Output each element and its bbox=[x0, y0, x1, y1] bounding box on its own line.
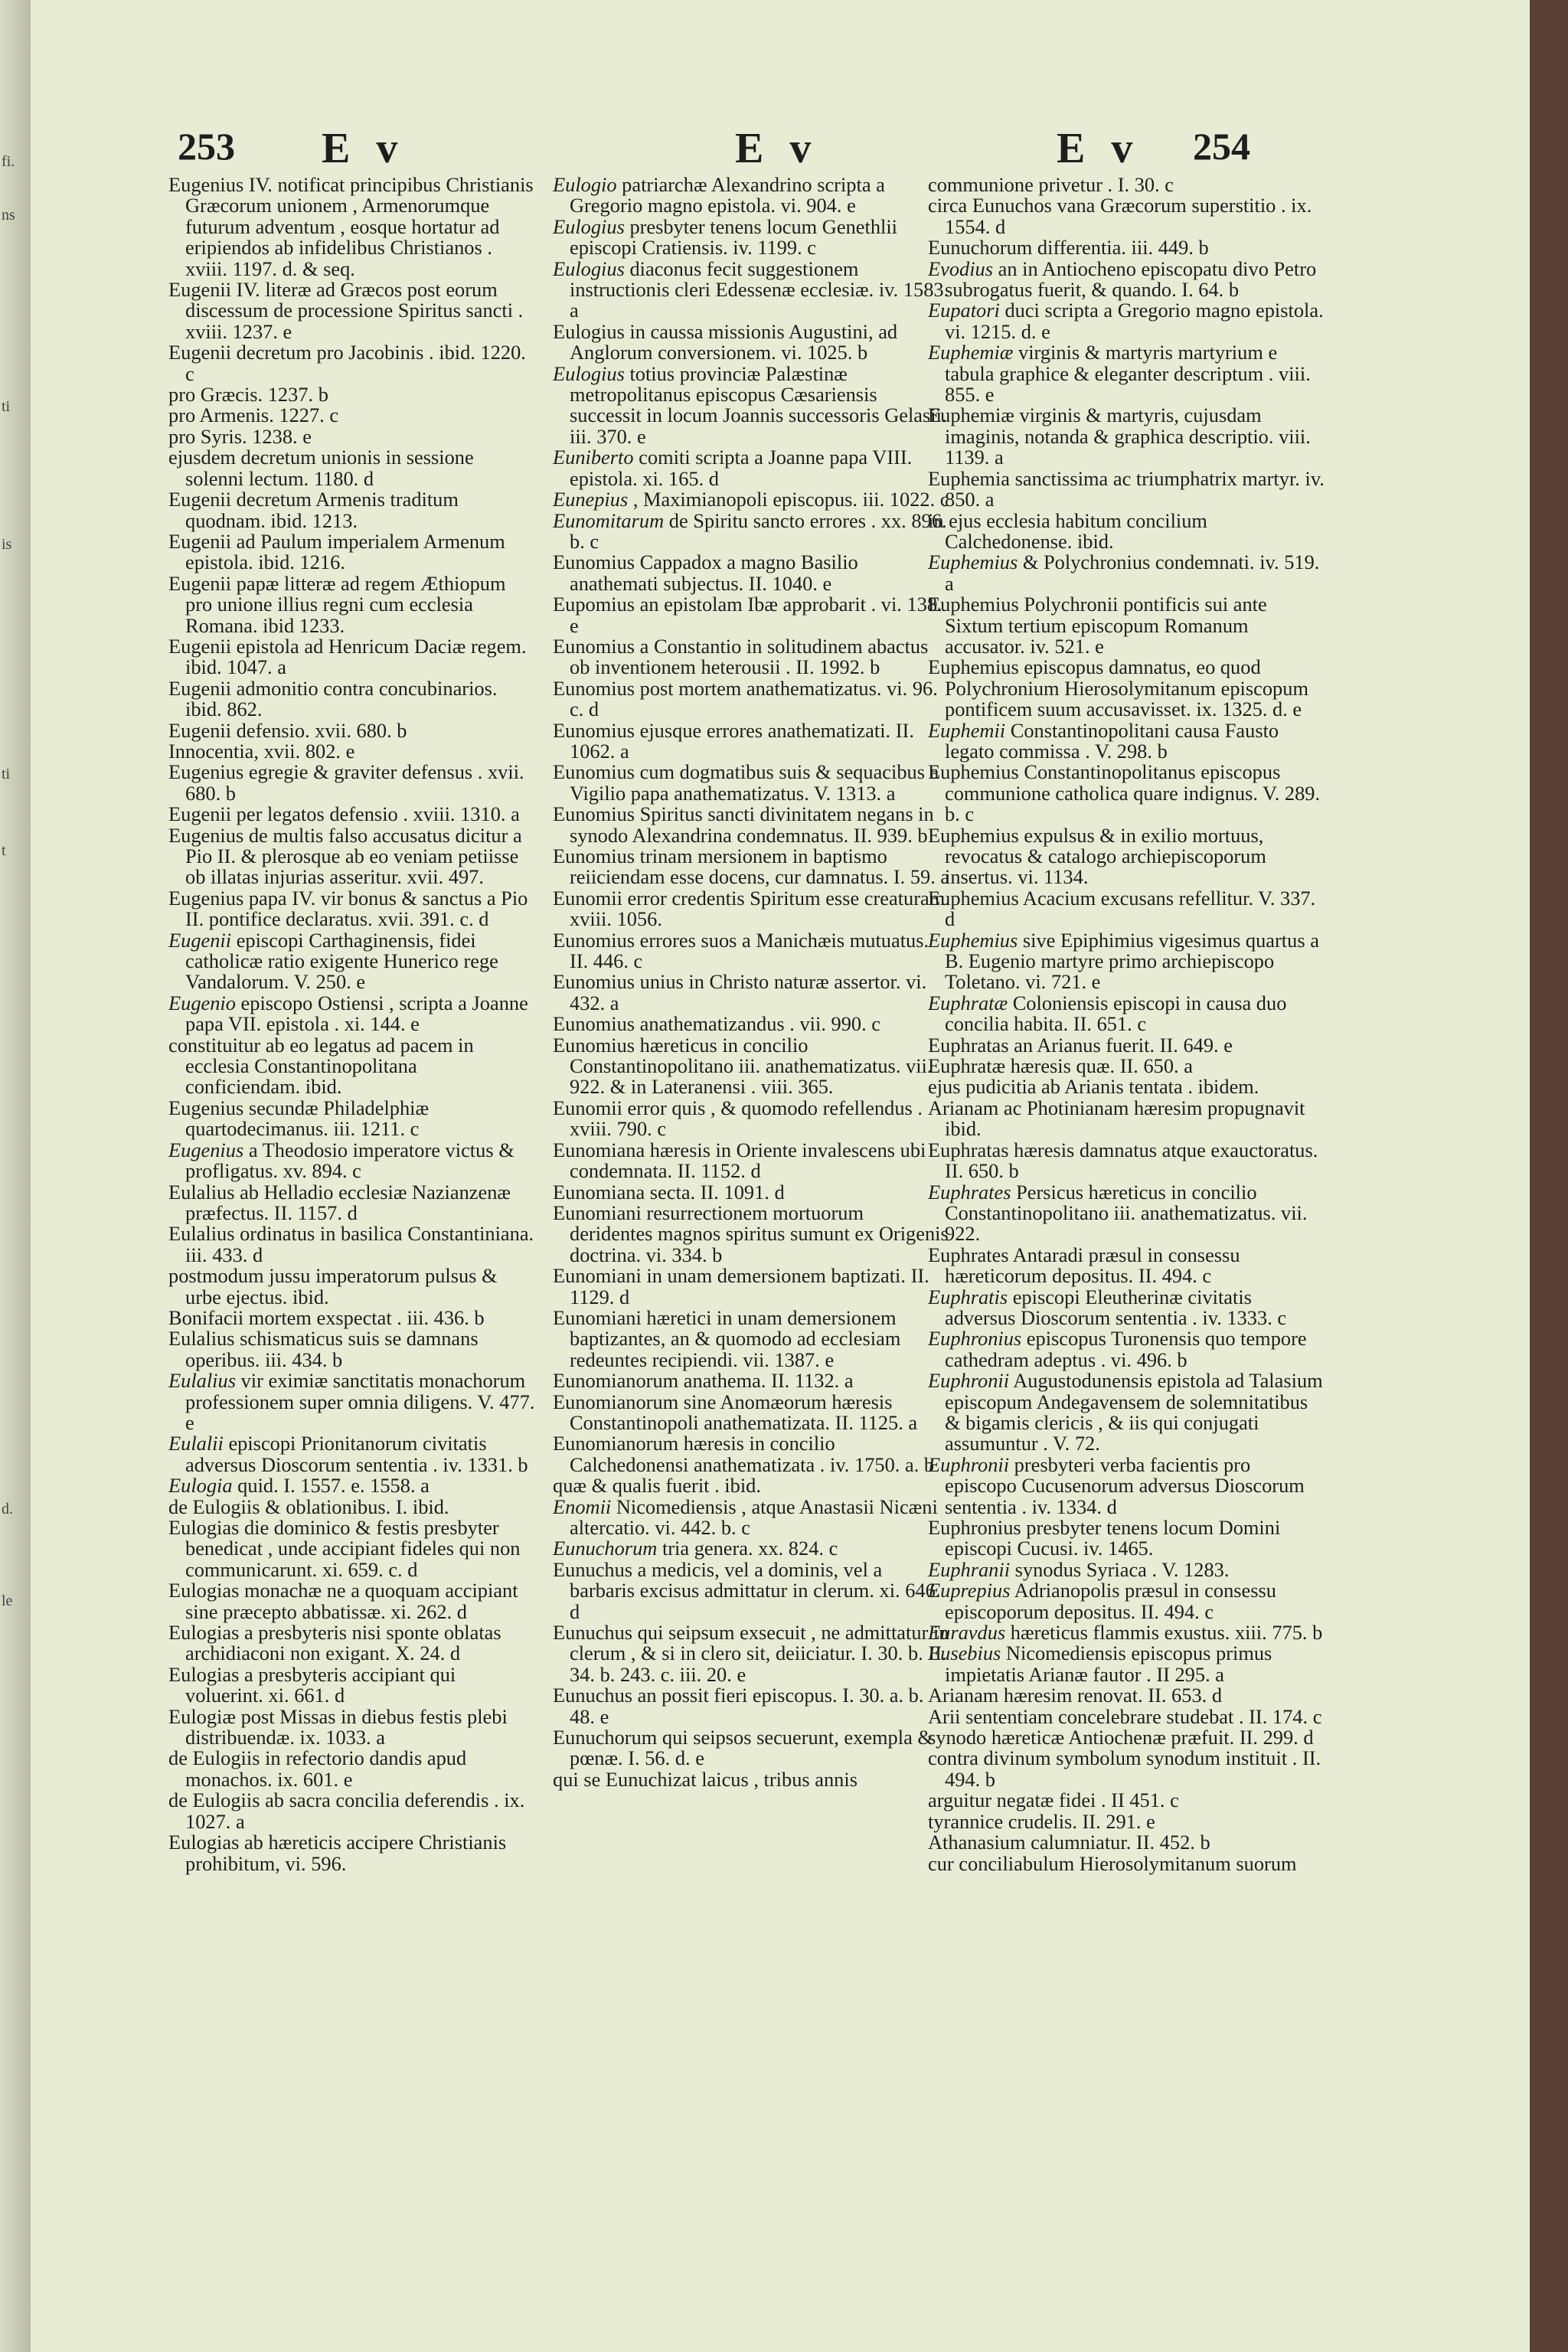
entry-headword: Euphemii bbox=[928, 718, 1006, 742]
index-entry bbox=[928, 1370, 1326, 1455]
index-entry bbox=[168, 342, 536, 384]
index-entry bbox=[553, 930, 951, 972]
entry-headword: Eunuchorum bbox=[553, 1537, 658, 1560]
page-number-right: 254 bbox=[1193, 125, 1250, 168]
index-entry bbox=[928, 1557, 1326, 1581]
index-entry bbox=[553, 594, 951, 636]
index-entry bbox=[168, 1370, 536, 1433]
index-entry bbox=[168, 1305, 536, 1329]
entry-headword: Eunomitarum bbox=[553, 508, 665, 532]
entry-headword: Enomii bbox=[553, 1494, 612, 1518]
entry-text: an in Antiocheno episcopatu divo Petro subrogatus fuerit, & quando. I. 64. b bbox=[945, 256, 1317, 302]
index-entry bbox=[168, 636, 536, 678]
entry-text: postmodum jussu imperatorum pulsus & urbe ejectus. ibid. bbox=[168, 1264, 498, 1308]
index-entry bbox=[928, 1748, 1326, 1790]
index-entry bbox=[928, 1622, 1326, 1643]
index-entry bbox=[168, 1475, 536, 1496]
index-entry bbox=[168, 1433, 536, 1475]
entry-text: presbyteri verba facientis pro episcopo Cucusenorum adversus Dioscorum sententia . iv. 1334. d bbox=[945, 1452, 1305, 1518]
index-entry bbox=[553, 1200, 951, 1266]
entry-text: Eunomius hæreticus in concilio Constantinopolitano iii. anathematizatus. vii. 922. & in Lateranensi . viii. 365. bbox=[553, 1033, 933, 1099]
entry-text: Euphrates Antaradi præsul in consessu hæreticorum depositus. II. 494. c bbox=[928, 1243, 1240, 1288]
index-entry bbox=[553, 175, 951, 217]
entry-text: Eunomii error credentis Spiritum esse creaturam. xviii. 1056. bbox=[553, 886, 950, 931]
index-entry bbox=[928, 1580, 1326, 1622]
entry-text: Euphratas an Arianus fuerit. II. 649. e bbox=[928, 1033, 1233, 1057]
entry-headword: Euniberto bbox=[553, 446, 634, 469]
entry-text: Eulogiæ post Missas in diebus festis plebi distribuendæ. ix. 1033. a bbox=[168, 1704, 508, 1749]
index-entry bbox=[553, 720, 951, 763]
entry-headword: Eulogius bbox=[553, 214, 625, 238]
index-entry bbox=[928, 825, 1326, 888]
index-entry bbox=[928, 1328, 1326, 1370]
entry-text: Eulogias die dominico & festis presbyter benedicat , unde accipiant fideles qui non communicarunt. xi. 659. c. d bbox=[168, 1516, 521, 1581]
index-entry bbox=[553, 1305, 951, 1371]
entry-text: Eunuchus an possit fieri episcopus. I. 30. a. b. 48. e bbox=[553, 1684, 924, 1728]
index-entry bbox=[168, 279, 536, 342]
index-entry bbox=[553, 1182, 951, 1203]
index-entry bbox=[928, 1517, 1326, 1560]
entry-text: Persicus hæreticus in concilio Constantinopolitano iii. anathematizatus. vii. 922. bbox=[945, 1180, 1308, 1246]
index-entry bbox=[168, 531, 536, 573]
index-entry bbox=[928, 552, 1326, 594]
index-entry bbox=[928, 993, 1326, 1035]
entry-text: Eugenii ad Paulum imperialem Armenum epistola. ibid. 1216. bbox=[168, 529, 505, 574]
entry-text: Arianam ac Photinianam hæresim propugnavit ibid. bbox=[928, 1096, 1305, 1141]
entry-text: Eulogias monachæ ne a quoquam accipiant sine præcepto abbatissæ. xi. 262. d bbox=[168, 1579, 518, 1623]
index-entry bbox=[553, 888, 951, 930]
entry-text: sive Epiphimius vigesimus quartus a B. Eugenio martyre primo archiepiscopo Toletano. vi. 721. e bbox=[945, 928, 1319, 994]
entry-text: diaconus fecit suggestionem instructionis cleri Edessenæ ecclesiæ. iv. 1583. a bbox=[570, 256, 949, 322]
index-entry bbox=[168, 1664, 536, 1707]
index-entry bbox=[553, 508, 951, 553]
entry-text: Euphemius Acacium excusans refellitur. V. 337. d bbox=[928, 886, 1316, 931]
index-entry bbox=[168, 1622, 536, 1664]
index-entry bbox=[928, 1851, 1326, 1875]
index-entry bbox=[928, 508, 1326, 553]
entry-text: Eulogius in caussa missionis Augustini, ad Anglorum conversionem. vi. 1025. b bbox=[553, 319, 898, 364]
index-entry bbox=[168, 1580, 536, 1622]
entry-text: episcopo Ostiensi , scripta a Joanne papa VII. epistola . xi. 144. e bbox=[185, 991, 528, 1036]
entry-text: arguitur negatæ fidei . II 451. c bbox=[928, 1788, 1179, 1812]
entry-text: Eunomiana secta. II. 1091. d bbox=[553, 1180, 785, 1204]
adjacent-page-edge bbox=[0, 0, 31, 2352]
index-entry bbox=[928, 256, 1326, 302]
entry-text: qui se Eunuchizat laicus , tribus annis bbox=[553, 1767, 858, 1791]
index-entry bbox=[928, 466, 1326, 511]
index-entry bbox=[928, 762, 1326, 825]
index-entry bbox=[553, 1622, 951, 1685]
entry-text: Innocentia, xvii. 802. e bbox=[168, 739, 355, 763]
index-column-1 bbox=[168, 175, 536, 1874]
entry-headword: Eusebius bbox=[928, 1642, 1001, 1665]
entry-text: episcopi Carthaginensis, fidei catholicæ ratio exigente Hunerico rege Vandalorum. V. 250. e bbox=[185, 928, 498, 994]
index-entry bbox=[168, 489, 536, 531]
entry-text: Eugenii defensio. xvii. 680. b bbox=[168, 718, 407, 742]
page-number-left: 253 bbox=[178, 125, 235, 168]
margin-fragment: d. bbox=[2, 1501, 13, 1517]
entry-headword: Euphrates bbox=[928, 1180, 1011, 1204]
entry-text: Athanasium calumniatur. II. 452. b bbox=[928, 1831, 1210, 1854]
entry-text: synodo hæreticæ Antiochenæ præfuit. II. 299. d bbox=[928, 1726, 1314, 1749]
index-entry bbox=[928, 1056, 1326, 1076]
index-entry bbox=[168, 741, 536, 762]
entry-text: Eugenii IV. literæ ad Græcos post eorum discessum de processione Spiritus sancti . xviii. 1237. e bbox=[168, 278, 524, 343]
entry-text: de Eulogiis ab sacra concilia deferendis . ix. 1027. a bbox=[168, 1788, 525, 1833]
entry-text: episcopi Eleutherinæ civitatis adversus Dioscorum sententia . iv. 1333. c bbox=[945, 1285, 1287, 1329]
entry-text: Eunomius a Constantio in solitudinem abactus ob inventionem heterousii . II. 1992. b bbox=[553, 634, 929, 679]
index-entry bbox=[928, 300, 1326, 342]
index-entry bbox=[928, 888, 1326, 930]
index-entry bbox=[168, 825, 536, 888]
index-entry bbox=[553, 1494, 951, 1539]
entry-headword: Eugenius bbox=[168, 1138, 244, 1161]
index-entry bbox=[553, 846, 951, 888]
entry-text: de Eulogiis in refectorio dandis apud monachos. ix. 601. e bbox=[168, 1746, 467, 1791]
index-entry bbox=[928, 1811, 1326, 1832]
index-entry bbox=[928, 594, 1326, 657]
index-entry bbox=[553, 636, 951, 678]
index-entry bbox=[168, 1098, 536, 1140]
entry-text: presbyter tenens locum Genethlii episcopi Cratiensis. iv. 1199. c bbox=[570, 214, 898, 260]
margin-fragment: ti bbox=[2, 398, 11, 415]
index-entry bbox=[928, 1182, 1326, 1245]
entry-text: Eunomius trinam mersionem in baptismo reiiciendam esse docens, cur damnatus. I. 59. a bbox=[553, 844, 950, 889]
entry-headword: Euravdus bbox=[928, 1621, 1006, 1645]
entry-text: Eunomiana hæresis in Oriente invalescens ubi condemnata. II. 1152. d bbox=[553, 1138, 926, 1183]
entry-text: Euphemius Polychronii pontificis sui ante Sixtum tertium episcopum Romanum accusator. iv. 521. e bbox=[928, 593, 1267, 658]
entry-text: a Theodosio imperatore victus & profligatus. xv. 894. c bbox=[185, 1138, 514, 1183]
index-entry bbox=[168, 1748, 536, 1790]
entry-text: Eunomius post mortem anathematizatus. vi. 96. c. d bbox=[553, 676, 938, 721]
entry-text: vir eximiæ sanctitatis monachorum professionem super omnia diligens. V. 477. e bbox=[185, 1369, 535, 1434]
index-entry bbox=[928, 1727, 1326, 1748]
entry-headword: Eulogius bbox=[553, 361, 625, 385]
entry-text: Euphemia sanctissima ac triumphatrix martyr. iv. 850. a bbox=[928, 466, 1325, 511]
index-entry bbox=[928, 1076, 1326, 1097]
entry-text: quid. I. 1557. e. 1558. a bbox=[232, 1474, 430, 1498]
index-entry bbox=[928, 1832, 1326, 1853]
entry-text: Bonifacii mortem exspectat . iii. 436. b bbox=[168, 1305, 485, 1329]
entry-text: Constantinopolitani causa Fausto legato commissa . V. 298. b bbox=[945, 718, 1279, 763]
entry-text: Eunomianorum anathema. II. 1132. a bbox=[553, 1369, 854, 1393]
index-entry bbox=[553, 1475, 951, 1496]
index-entry bbox=[553, 1035, 951, 1098]
entry-text: hæreticus flammis exustus. xiii. 775. b bbox=[1005, 1621, 1323, 1645]
entry-text: comiti scripta a Joanne papa VIII. epistola. xi. 165. d bbox=[570, 446, 913, 490]
entry-text: duci scripta a Gregorio magno epistola. vi. 1215. d. e bbox=[945, 299, 1324, 343]
entry-text: Eugenii per legatos defensio . xviii. 1310. a bbox=[168, 802, 520, 826]
entry-headword: Euphemius bbox=[928, 928, 1018, 952]
entry-text: Coloniensis episcopi in causa duo concilia habita. II. 651. c bbox=[945, 991, 1287, 1036]
index-entry bbox=[553, 1538, 951, 1559]
entry-headword: Eulogio bbox=[553, 173, 617, 196]
entry-headword: Eunepius bbox=[553, 488, 629, 511]
index-entry bbox=[168, 1328, 536, 1370]
margin-fragment: ns bbox=[2, 207, 15, 224]
index-entry bbox=[553, 1392, 951, 1434]
entry-text: Euphemius episcopus damnatus, eo quod Polychronium Hierosolymitanum episcopum pontificem suum accusavisset. ix. 1325. d. e bbox=[928, 655, 1308, 721]
index-entry bbox=[553, 256, 951, 322]
index-entry bbox=[168, 993, 536, 1035]
entry-text: Eulalius ordinatus in basilica Constantiniana. iii. 433. d bbox=[168, 1222, 534, 1266]
entry-text: contra divinum symbolum synodum instituit . II. 494. b bbox=[928, 1746, 1321, 1791]
index-entry bbox=[928, 1452, 1326, 1518]
entry-text: Eugenius secundæ Philadelphiæ quartodecimanus. iii. 1211. c bbox=[168, 1096, 430, 1141]
index-entry bbox=[553, 972, 951, 1014]
entry-text: Eunomiani hæretici in unam demersionem baptizantes, an & quomodo ad ecclesiam redeuntes recipiendi. vii. 1387. e bbox=[553, 1305, 901, 1371]
entry-text: synodus Syriaca . V. 1283. bbox=[1010, 1557, 1230, 1581]
entry-text: Eugenius de multis falso accusatus dicitur a Pio II. & plerosque ab eo veniam petiisse ob illatas injurias asseritur. xvii. 497. bbox=[168, 823, 522, 889]
entry-headword: Eulogius bbox=[553, 256, 625, 280]
entry-headword: Euphranii bbox=[928, 1557, 1011, 1581]
index-column-3 bbox=[928, 175, 1326, 1874]
entry-text: de Eulogiis & oblationibus. I. ibid. bbox=[168, 1494, 449, 1518]
entry-text: Eunomius Spiritus sancti divinitatem negans in synodo Alexandrina condemnatus. II. 939. b bbox=[553, 802, 934, 847]
entry-text: , Maximianopoli episcopus. iii. 1022. c bbox=[628, 488, 949, 511]
index-entry bbox=[553, 1727, 951, 1769]
index-entry bbox=[168, 1704, 536, 1749]
entry-headword: Evodius bbox=[928, 256, 994, 280]
index-entry bbox=[553, 489, 951, 510]
index-entry bbox=[168, 678, 536, 720]
index-entry bbox=[553, 1098, 951, 1140]
entry-text: Eunomius ejusque errores anathematizati. II. 1062. a bbox=[553, 718, 914, 763]
index-entry bbox=[553, 214, 951, 260]
entry-text: Eugenius egregie & graviter defensus . xvii. 680. b bbox=[168, 760, 524, 805]
margin-fragment: t bbox=[2, 842, 6, 859]
entry-text: communione privetur . I. 30. c bbox=[928, 173, 1174, 196]
entry-text: tria genera. xx. 824. c bbox=[657, 1537, 838, 1560]
index-entry bbox=[928, 1790, 1326, 1811]
index-entry bbox=[168, 175, 536, 279]
index-entry bbox=[553, 361, 951, 448]
entry-headword: Euphratis bbox=[928, 1285, 1008, 1308]
index-entry bbox=[928, 405, 1326, 468]
index-entry bbox=[553, 804, 951, 846]
margin-fragment: fi. bbox=[2, 153, 15, 170]
entry-text: Eunuchus a medicis, vel a dominis, vel a barbaris excisus admittatur in clerum. xi. 646. d bbox=[553, 1557, 941, 1623]
entry-text: Eulogias ab hæreticis accipere Christianis prohibitum, vi. 596. bbox=[168, 1831, 507, 1875]
index-entry bbox=[928, 1704, 1326, 1728]
index-entry bbox=[928, 1245, 1326, 1287]
index-entry bbox=[928, 195, 1326, 237]
index-entry bbox=[928, 1685, 1326, 1706]
index-entry bbox=[553, 1370, 951, 1391]
entry-text: Eunomiani in unam demersionem baptizati. II. 1129. d bbox=[553, 1264, 929, 1308]
entry-headword: Eugenio bbox=[168, 991, 236, 1014]
entry-text: Eulalius ab Helladio ecclesiæ Nazianzenæ præfectus. II. 1157. d bbox=[168, 1180, 511, 1224]
index-entry bbox=[168, 930, 536, 993]
running-head-left: E v bbox=[322, 125, 406, 172]
entry-headword: Eulogia bbox=[168, 1474, 233, 1498]
entry-text: totius provinciæ Palæstinæ metropolitanus episcopus Cæsariensis successit in locum Joannis successoris Gelasii. iii. 370. e bbox=[570, 361, 947, 448]
index-entry bbox=[553, 678, 951, 720]
margin-fragment: ti bbox=[2, 766, 11, 782]
entry-text: pro Syris. 1238. e bbox=[168, 424, 312, 448]
entry-headword: Euprepius bbox=[928, 1579, 1011, 1602]
index-entry bbox=[553, 1685, 951, 1727]
entry-text: Eunomius cum dogmatibus suis & sequacibus a Vigilio papa anathematizatus. V. 1313. a bbox=[553, 760, 939, 805]
index-entry bbox=[168, 804, 536, 825]
index-entry bbox=[928, 1035, 1326, 1056]
entry-text: virginis & martyris martyrium e tabula graphice & eleganter descriptum . viii. 855. e bbox=[945, 341, 1311, 407]
entry-text: Eulogias a presbyteris accipiant qui voluerint. xi. 661. d bbox=[168, 1662, 456, 1707]
entry-text: Eugenii epistola ad Henricum Daciæ regem. ibid. 1047. a bbox=[168, 634, 527, 679]
entry-headword: Eupatori bbox=[928, 299, 1000, 322]
entry-text: pro Armenis. 1227. c bbox=[168, 403, 339, 427]
entry-text: circa Eunuchos vana Græcorum superstitio . ix. 1554. d bbox=[928, 194, 1312, 238]
entry-text: Eunuchorum qui seipsos secuerunt, exempla & pœnæ. I. 56. d. e bbox=[553, 1726, 933, 1770]
entry-text: Eunomius unius in Christo naturæ assertor. vi. 432. a bbox=[553, 970, 927, 1014]
entry-text: Eugenii decretum Armenis traditum quodnam. ibid. 1213. bbox=[168, 488, 459, 532]
index-entry bbox=[168, 384, 536, 405]
entry-text: Arii sententiam concelebrare studebat . II. 174. c bbox=[928, 1704, 1322, 1728]
index-entry bbox=[168, 888, 536, 930]
index-entry bbox=[553, 447, 951, 489]
index-entry bbox=[928, 1140, 1326, 1182]
entry-text: Eugenii decretum pro Jacobinis . ibid. 1220. c bbox=[168, 341, 526, 385]
index-entry bbox=[553, 1266, 951, 1308]
entry-headword: Euphemius bbox=[928, 550, 1018, 574]
entry-text: Eunomianorum sine Anomæorum hæresis Constantinopoli anathematizata. II. 1125. a bbox=[553, 1390, 918, 1434]
entry-text: Eunuchus qui seipsum exsecuit , ne admittatur in clerum , & si in clero sit, deiiciatur. I. 30. b. II. 34. b. 243. c. iii. 20. e bbox=[553, 1621, 949, 1686]
entry-text: constituitur ab eo legatus ad pacem in ecclesia Constantinopolitana conficiendam. ibid. bbox=[168, 1033, 474, 1099]
entry-text: Eulalius schismaticus suis se damnans operibus. iii. 434. b bbox=[168, 1327, 479, 1371]
entry-text: Nicomediensis , atque Anastasii Nicæni altercatio. vi. 442. b. c bbox=[570, 1494, 938, 1539]
index-entry bbox=[928, 657, 1326, 720]
entry-text: pro Græcis. 1237. b bbox=[168, 383, 328, 407]
index-entry bbox=[928, 720, 1326, 763]
entry-text: Eugenius papa IV. vir bonus & sanctus a Pio II. pontifice declaratus. xvii. 391. c. d bbox=[168, 886, 528, 931]
entry-text: Adrianopolis præsul in consessu episcoporum depositus. II. 494. c bbox=[945, 1579, 1276, 1623]
entry-headword: Euphronii bbox=[928, 1452, 1010, 1476]
entry-text: cur conciliabulum Hierosolymitanum suorum bbox=[928, 1851, 1297, 1875]
index-entry bbox=[928, 1643, 1326, 1685]
index-entry bbox=[168, 1517, 536, 1580]
index-entry bbox=[553, 319, 951, 364]
entry-text: in ejus ecclesia habitum concilium Calchedonense. ibid. bbox=[928, 508, 1207, 553]
entry-text: Eupomius an epistolam Ibæ approbarit . vi. 138. e bbox=[553, 593, 942, 637]
index-entry bbox=[553, 1014, 951, 1034]
entry-text: Euphemiæ virginis & martyris, cujusdam imaginis, notanda & graphica descriptio. viii. 1139. a bbox=[928, 403, 1311, 469]
entry-text: Nicomediensis episcopus primus impietatis Arianæ fautor . II 295. a bbox=[945, 1642, 1272, 1686]
entry-text: Euphronius presbyter tenens locum Domini episcopi Cucusi. iv. 1465. bbox=[928, 1516, 1281, 1560]
index-entry bbox=[553, 1140, 951, 1182]
entry-text: episcopus Turonensis quo tempore cathedram adeptus . vi. 496. b bbox=[945, 1327, 1307, 1371]
index-entry bbox=[168, 1035, 536, 1098]
index-entry bbox=[168, 573, 536, 636]
entry-text: Arianam hæresim renovat. II. 653. d bbox=[928, 1684, 1223, 1707]
index-entry bbox=[553, 552, 951, 594]
entry-text: Euphratæ hæresis quæ. II. 650. a bbox=[928, 1054, 1193, 1078]
entry-text: de Spiritu sancto errores . xx. 896. b. c bbox=[570, 508, 947, 553]
index-entry bbox=[168, 1494, 536, 1518]
index-entry bbox=[168, 447, 536, 489]
index-entry bbox=[553, 762, 951, 804]
entry-text: Eunomianorum hæresis in concilio Calchedonensi anathematizata . iv. 1750. a. b bbox=[553, 1432, 935, 1476]
entry-text: ejusdem decretum unionis in sessione solenni lectum. 1180. d bbox=[168, 446, 474, 490]
entry-headword: Euphronius bbox=[928, 1327, 1022, 1351]
entry-text: Eunomiani resurrectionem mortuorum deridentes magnos spiritus sumunt ex Origenis doctrina. vi. 334. b bbox=[553, 1200, 949, 1266]
index-entry bbox=[168, 762, 536, 804]
entry-text: Euphemius Constantinopolitanus episcopus communione catholica quare indignus. V. 289. b. c bbox=[928, 760, 1321, 826]
entry-text: Euphratas hæresis damnatus atque exauctoratus. II. 650. b bbox=[928, 1138, 1318, 1183]
entry-text: patriarchæ Alexandrino scripta a Gregorio magno epistola. vi. 904. e bbox=[570, 173, 885, 217]
index-entry bbox=[168, 1182, 536, 1224]
entry-text: Eunomius Cappadox a magno Basilio anathemati subjectus. II. 1040. e bbox=[553, 550, 858, 595]
book-page bbox=[31, 0, 1530, 2352]
running-head-right: E v bbox=[1057, 125, 1141, 172]
entry-text: Eunomii error quis , & quomodo refellendus . xviii. 790. c bbox=[553, 1096, 923, 1141]
index-entry bbox=[928, 1098, 1326, 1140]
index-entry bbox=[928, 1287, 1326, 1329]
entry-headword: Euphratæ bbox=[928, 991, 1008, 1014]
index-entry bbox=[168, 1266, 536, 1308]
index-column-2 bbox=[553, 175, 951, 1790]
index-entry bbox=[928, 175, 1326, 195]
index-entry bbox=[553, 1557, 951, 1623]
entry-text: ejus pudicitia ab Arianis tentata . ibidem. bbox=[928, 1075, 1259, 1099]
index-entry bbox=[168, 1832, 536, 1874]
entry-headword: Euphemiæ bbox=[928, 341, 1014, 364]
index-entry bbox=[553, 1769, 951, 1790]
index-entry bbox=[928, 342, 1326, 405]
index-entry bbox=[168, 1223, 536, 1266]
entry-text: Eugenii admonitio contra concubinarios. ibid. 862. bbox=[168, 676, 498, 721]
index-entry bbox=[928, 930, 1326, 993]
entry-text: Eugenius IV. notificat principibus Christianis Græcorum unionem , Armenorumque futurum adventum , eosque hortatur ad eripiendos ab infidelibus Christianos . xviii. 1197. d. & seq. bbox=[168, 173, 534, 280]
entry-text: Eunuchorum differentia. iii. 449. b bbox=[928, 236, 1209, 260]
entry-text: Eunomius errores suos a Manichæis mutuatus. II. 446. c bbox=[553, 928, 929, 973]
entry-headword: Eugenii bbox=[168, 928, 232, 952]
entry-text: Eulogias a presbyteris nisi sponte oblatas archidiaconi non exigant. X. 24. d bbox=[168, 1621, 501, 1665]
index-entry bbox=[168, 426, 536, 447]
entry-headword: Eulalii bbox=[168, 1432, 224, 1455]
margin-fragment: le bbox=[2, 1592, 13, 1609]
entry-headword: Eulalius bbox=[168, 1369, 236, 1393]
entry-text: Euphemius expulsus & in exilio mortuus, revocatus & catalogo archiepiscoporum insertus. vi. 1134. bbox=[928, 823, 1266, 889]
entry-text: tyrannice crudelis. II. 291. e bbox=[928, 1809, 1155, 1833]
index-entry bbox=[928, 237, 1326, 258]
entry-text: Eugenii papæ litteræ ad regem Æthiopum pro unione illius regni cum ecclesia Romana. ibid 1233. bbox=[168, 571, 506, 637]
index-entry bbox=[553, 1433, 951, 1475]
index-entry bbox=[168, 405, 536, 426]
margin-fragment: is bbox=[2, 536, 12, 553]
entry-text: episcopi Prionitanorum civitatis adversus Dioscorum sententia . iv. 1331. b bbox=[185, 1432, 528, 1476]
index-entry bbox=[168, 1140, 536, 1182]
entry-text: Eunomius anathematizandus . vii. 990. c bbox=[553, 1012, 881, 1036]
entry-text: Augustodunensis epistola ad Talasium episcopum Andegavensem de solemnitatibus & bigamis clericis , & iis qui conjugati assumuntur . V. 72. bbox=[945, 1369, 1323, 1455]
running-head-center: E v bbox=[735, 125, 819, 172]
entry-text: & Polychronius condemnati. iv. 519. a bbox=[945, 550, 1320, 595]
index-entry bbox=[168, 1790, 536, 1832]
index-entry bbox=[168, 720, 536, 741]
entry-headword: Euphronii bbox=[928, 1369, 1010, 1393]
entry-text: quæ & qualis fuerit . ibid. bbox=[553, 1474, 761, 1498]
